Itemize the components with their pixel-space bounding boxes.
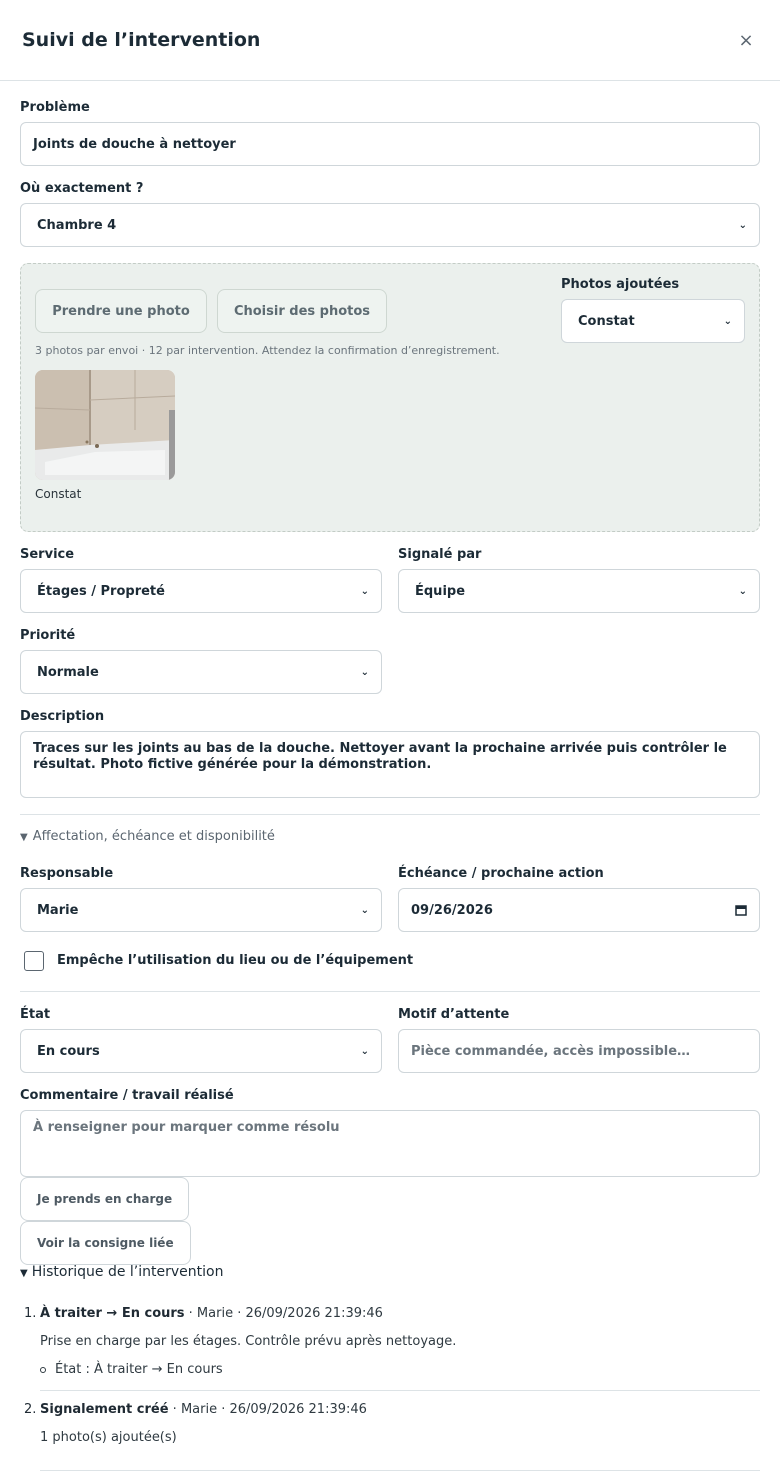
history-entry bbox=[20, 1306, 760, 1390]
photos-added-value: Constat bbox=[578, 313, 635, 329]
history-meta: · Marie · 26/09/2026 21:39:46 bbox=[184, 1306, 383, 1321]
commentaire-textarea[interactable] bbox=[20, 1110, 760, 1177]
responsable-label: Responsable bbox=[20, 866, 114, 881]
divider bbox=[20, 991, 760, 992]
chevron-down-icon: ⌄ bbox=[360, 904, 369, 916]
historique-title: Historique de l’intervention bbox=[31, 1264, 224, 1280]
priorite-value: Normale bbox=[37, 664, 99, 680]
photos-added-select[interactable] bbox=[561, 299, 745, 343]
motif-input[interactable] bbox=[398, 1029, 760, 1073]
history-event: Signalement créé bbox=[40, 1402, 169, 1417]
echeance-value: 09/26/2026 bbox=[411, 902, 493, 918]
lieu-select[interactable] bbox=[20, 203, 760, 247]
empeche-label: Empêche l’utilisation du lieu ou de l’équipement bbox=[57, 953, 414, 968]
take-charge-button[interactable]: Je prends en charge bbox=[20, 1177, 189, 1221]
chevron-down-icon: ⌄ bbox=[360, 1045, 369, 1057]
history-detail: 1 photo(s) ajoutée(s) bbox=[40, 1430, 177, 1445]
divider bbox=[20, 814, 760, 815]
history-detail: Prise en charge par les étages. Contrôle prévu après nettoyage. bbox=[40, 1334, 457, 1349]
chevron-down-icon: ⌄ bbox=[738, 585, 747, 597]
see-instruction-button[interactable]: Voir la consigne liée bbox=[20, 1221, 191, 1265]
photo-caption: Constat bbox=[35, 487, 82, 501]
chevron-down-icon: ⌄ bbox=[360, 666, 369, 678]
signale-par-label: Signalé par bbox=[398, 547, 482, 562]
empeche-checkbox[interactable] bbox=[24, 951, 44, 971]
responsable-select[interactable] bbox=[20, 888, 382, 932]
echeance-label: Échéance / prochaine action bbox=[398, 866, 604, 881]
lieu-value: Chambre 4 bbox=[37, 217, 117, 233]
history-entry-header bbox=[40, 1306, 383, 1321]
chevron-down-icon: ⌄ bbox=[360, 585, 369, 597]
etat-select[interactable] bbox=[20, 1029, 382, 1073]
responsable-value: Marie bbox=[37, 902, 79, 918]
signale-par-value: Équipe bbox=[415, 583, 466, 599]
divider bbox=[40, 1390, 760, 1391]
history-change-text: État : À traiter → En cours bbox=[55, 1362, 223, 1377]
history-meta: · Marie · 26/09/2026 21:39:46 bbox=[168, 1402, 367, 1417]
affectation-summary: Affectation, échéance et disponibilité bbox=[32, 829, 275, 844]
commentaire-label: Commentaire / travail réalisé bbox=[20, 1088, 234, 1103]
description-label: Description bbox=[20, 709, 105, 724]
lieu-label: Où exactement ? bbox=[20, 181, 144, 196]
choose-photos-button[interactable]: Choisir des photos bbox=[217, 289, 387, 333]
signale-par-select[interactable] bbox=[398, 569, 760, 613]
history-entry-number: 2. bbox=[24, 1402, 37, 1417]
triangle-down-icon: ▼ bbox=[20, 1268, 28, 1279]
take-photo-button[interactable]: Prendre une photo bbox=[35, 289, 207, 333]
photos-added-label: Photos ajoutées bbox=[561, 277, 680, 292]
close-icon[interactable]: × bbox=[738, 29, 754, 51]
chevron-down-icon: ⌄ bbox=[738, 219, 747, 231]
chevron-down-icon: ⌄ bbox=[723, 315, 732, 327]
history-change bbox=[40, 1362, 223, 1377]
service-select[interactable] bbox=[20, 569, 382, 613]
photos-hint: 3 photos par envoi · 12 par intervention. Attendez la confirmation d’enregistrement. bbox=[35, 344, 500, 357]
motif-placeholder: Pièce commandée, accès impossible… bbox=[411, 1043, 691, 1059]
motif-label: Motif d’attente bbox=[398, 1007, 510, 1022]
shower-corner-image bbox=[35, 370, 175, 480]
calendar-icon[interactable] bbox=[735, 904, 747, 916]
etat-label: État bbox=[20, 1007, 51, 1022]
priorite-select[interactable] bbox=[20, 650, 382, 694]
history-entry-number: 1. bbox=[24, 1306, 37, 1321]
photo-thumbnail[interactable] bbox=[35, 370, 175, 480]
description-textarea[interactable]: Traces sur les joints au bas de la douche. Nettoyer avant la prochaine arrivée puis contrôler le résultat. Photo fictive générée pour la démonstration. bbox=[20, 731, 760, 798]
dialog-header bbox=[0, 0, 780, 81]
echeance-date-input[interactable] bbox=[398, 888, 760, 932]
history-entry bbox=[20, 1402, 760, 1462]
service-label: Service bbox=[20, 547, 75, 562]
dialog-title: Suivi de l’intervention bbox=[22, 29, 261, 51]
history-entry-header bbox=[40, 1402, 367, 1417]
history-event: À traiter → En cours bbox=[40, 1306, 185, 1321]
affectation-toggle[interactable] bbox=[20, 829, 275, 844]
service-value: Étages / Propreté bbox=[37, 583, 165, 599]
historique-toggle[interactable] bbox=[20, 1264, 223, 1280]
probleme-label: Problème bbox=[20, 100, 90, 115]
bullet-icon bbox=[40, 1367, 46, 1373]
triangle-down-icon: ▼ bbox=[20, 832, 28, 843]
probleme-input[interactable]: Joints de douche à nettoyer bbox=[20, 122, 760, 166]
etat-value: En cours bbox=[37, 1043, 100, 1059]
priorite-label: Priorité bbox=[20, 628, 76, 643]
divider bbox=[40, 1470, 760, 1471]
commentaire-placeholder: À renseigner pour marquer comme résolu bbox=[33, 1120, 340, 1135]
